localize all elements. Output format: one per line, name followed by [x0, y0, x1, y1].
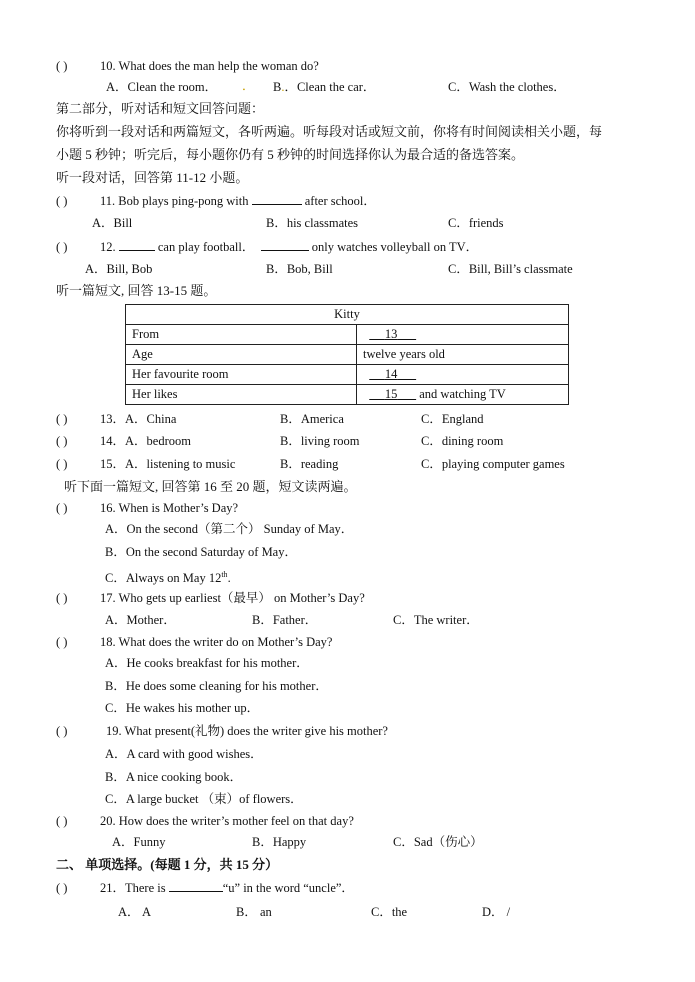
answer-paren: ( ): [56, 457, 68, 471]
q15-option-b: B．reading: [280, 457, 339, 471]
question-13: [56, 411, 176, 427]
answer-blank[interactable]: [252, 192, 302, 205]
question-12: [56, 238, 478, 255]
part2-title: 第二部分，听对话和短文回答问题：: [56, 101, 265, 116]
q12-option-b: B．Bob, Bill: [266, 262, 333, 276]
question-stem-end: “u” in the word “uncle”．: [222, 881, 354, 895]
question-stem: 20. How does the writer’s mother feel on that day?: [100, 814, 354, 828]
answer-paren: ( ): [56, 635, 68, 649]
answer-paren: ( ): [56, 881, 68, 895]
question-20: [56, 813, 354, 829]
question-stem-end: after school．: [301, 194, 376, 208]
q14-option-b: B．living room: [280, 434, 360, 448]
q17-option-a: A．Mother．: [105, 613, 176, 627]
section2-title: 二、 单项选择。(每题 1 分，共 15 分）: [56, 857, 279, 872]
answer-paren: ( ): [56, 434, 68, 448]
part2-instructions-line2: 小题 5 秒钟；听完后，每小题你仍有 5 秒钟的时间选择你认为最合适的备选答案。: [56, 147, 525, 162]
q21-option-c: C．the: [371, 905, 408, 919]
question-18: [56, 634, 332, 650]
blank-number: [369, 387, 416, 401]
q20-option-a: A．Funny: [112, 835, 166, 849]
answer-paren: ( ): [56, 59, 68, 73]
q18-option-c: C．He wakes his mother up．: [105, 701, 260, 715]
blank-number-text: 13: [384, 327, 398, 341]
row-label: Her likes: [126, 385, 357, 405]
answer-blank-1[interactable]: [119, 238, 155, 251]
option-end: .: [227, 571, 231, 586]
row-value: [357, 325, 569, 345]
blank-number-text: 14: [384, 367, 398, 381]
question-stem: 11. Bob plays ping-pong with: [100, 194, 252, 208]
answer-paren: ( ): [56, 591, 68, 605]
q20-option-b: B．Happy: [252, 835, 307, 849]
row-label: From: [126, 325, 357, 345]
row-value: [357, 365, 569, 385]
q11-option-c: C．friends: [448, 216, 504, 230]
q10-option-b: B.．Clean the car．: [273, 80, 376, 94]
q16-option-a: A．On the second（第二个） Sunday of May．: [105, 522, 354, 536]
question-16: [56, 500, 238, 516]
question-stem: 19. What present(礼物) does the writer give his mother?: [106, 724, 388, 738]
q17-option-c: C．The writer．: [393, 613, 479, 627]
question-10: [56, 58, 319, 74]
q13-option-b: B．America: [280, 412, 344, 426]
question-11: [56, 192, 376, 209]
answer-blank-2[interactable]: [261, 238, 309, 251]
row-value: twelve years old: [357, 345, 569, 365]
option-text: C．Always on May 12: [105, 571, 222, 586]
question-option-a: 13．A．China: [100, 412, 177, 426]
q12-option-a: A．Bill, Bob: [85, 262, 153, 276]
blank-number-text: 15: [384, 387, 398, 401]
row-value: [357, 385, 569, 405]
q15-option-c: C．playing computer games: [421, 457, 565, 471]
answer-paren: ( ): [56, 814, 68, 828]
ordinal-suffix: th: [221, 570, 228, 579]
q20-option-c: C．Sad（伤心）: [393, 835, 483, 849]
row-value-suffix: and watching TV: [416, 387, 506, 401]
q11-option-b: B．his classmates: [266, 216, 359, 230]
question-stem: 18. What does the writer do on Mother’s Day?: [100, 635, 333, 649]
table-row: [126, 365, 569, 385]
table-row: [126, 325, 569, 345]
q21-option-a: A． A: [118, 905, 151, 919]
table-row: [126, 385, 569, 405]
dialog-intro: 听一段对话，回答第 11-12 小题。: [56, 170, 249, 185]
question-number: 12.: [100, 240, 119, 254]
answer-blank[interactable]: [169, 879, 223, 892]
q12-option-c: C．Bill, Bill’s classmate: [448, 262, 573, 276]
question-stem-middle: can play football．: [154, 240, 255, 254]
table-row: [126, 345, 569, 365]
question-option-a: 15．A．listening to music: [100, 457, 236, 471]
option-letter: B: [273, 80, 282, 94]
q10-option-c: C．Wash the clothes．: [448, 80, 566, 94]
q13-option-c: C．England: [421, 412, 484, 426]
q17-option-b: B．Father．: [252, 613, 318, 627]
answer-paren: ( ): [56, 240, 68, 254]
row-label: Her favourite room: [126, 365, 357, 385]
q19-option-b: B．A nice cooking book．: [105, 770, 243, 784]
question-15: [56, 456, 235, 472]
question-stem: 17. Who gets up earliest（最早） on Mother’s Day?: [100, 591, 365, 605]
passage1-intro: 听一篇短文, 回答 13-15 题。: [56, 283, 217, 298]
q21-option-b: B． an: [236, 905, 272, 919]
q19-option-c: C．A large bucket （束）of flowers．: [105, 792, 303, 806]
question-14: [56, 433, 191, 449]
q18-option-a: A．He cooks breakfast for his mother．: [105, 656, 309, 670]
q16-option-c: [105, 567, 231, 586]
question-stem: 21．There is: [100, 881, 169, 895]
kitty-info-table: [125, 304, 569, 405]
part2-instructions-line1: 你将听到一段对话和两篇短文，各听两遍。听每段对话或短文前，你将有时间阅读相关小题，每: [56, 124, 603, 139]
answer-paren: ( ): [56, 412, 68, 426]
question-21: [56, 879, 354, 896]
q19-option-a: A．A card with good wishes．: [105, 747, 263, 761]
question-option-a: 14．A．bedroom: [100, 434, 191, 448]
answer-paren: ( ): [56, 501, 68, 515]
question-stem-end: only watches volleyball on TV．: [308, 240, 479, 254]
q11-option-a: A．Bill: [92, 216, 133, 230]
question-17: [56, 590, 365, 606]
q21-option-d: D． /: [482, 905, 511, 919]
q18-option-b: B．He does some cleaning for his mother．: [105, 679, 328, 693]
blank-number: [369, 327, 416, 341]
row-label: Age: [126, 345, 357, 365]
question-stem: 16. When is Mother’s Day?: [100, 501, 239, 515]
answer-paren: ( ): [56, 194, 68, 208]
q10-option-a: A．Clean the room．: [106, 80, 218, 94]
answer-paren: ( ): [56, 724, 68, 738]
q16-option-b: B．On the second Saturday of May．: [105, 545, 297, 559]
table-title: Kitty: [126, 305, 569, 325]
blank-number: [369, 367, 416, 381]
option-text: ．Clean the car．: [284, 80, 376, 94]
question-stem: 10. What does the man help the woman do?: [100, 59, 319, 73]
table-header-row: [126, 305, 569, 325]
passage2-intro: 听下面一篇短文, 回答第 16 至 20 题，短文读两遍。: [64, 479, 357, 494]
decorative-dot: ．: [242, 79, 255, 93]
question-19: [56, 723, 388, 739]
q14-option-c: C．dining room: [421, 434, 504, 448]
